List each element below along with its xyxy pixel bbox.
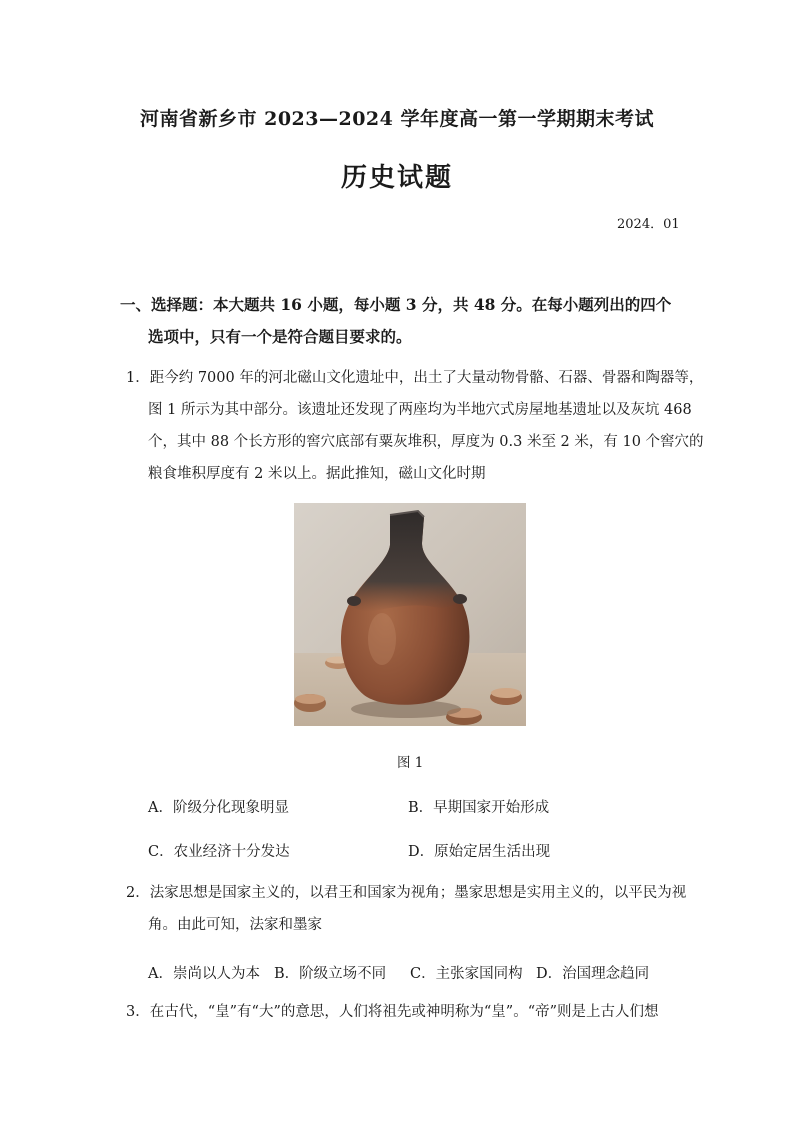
question-1-option-b: B．早期国家开始形成 — [408, 800, 550, 816]
question-2-option-c: C．主张家国同构 — [410, 966, 523, 982]
question-1-line: 粮食堆积厚度有 2 米以上。据此推知，磁山文化时期 — [148, 466, 486, 482]
figure-1-caption: 图 1 — [397, 755, 424, 771]
question-1-line: 图 1 所示为其中部分。该遗址还发现了两座均为半地穴式房屋地基遗址以及灰坑 468 — [148, 402, 692, 418]
question-2-line: 角。由此可知，法家和墨家 — [148, 917, 322, 933]
question-1-line: 1．距今约 7000 年的河北磁山文化遗址中，出土了大量动物骨骼、石器、骨器和陶器等， — [126, 370, 704, 386]
question-2-option-b: B．阶级立场不同 — [274, 966, 387, 982]
question-1-option-a: A．阶级分化现象明显 — [148, 800, 289, 816]
question-1-option-c: C．农业经济十分发达 — [148, 844, 290, 860]
question-3-line: 3．在古代，“皇”有“大”的意思，人们将祖先或神明称为“皇”。“帝”则是上古人们想 — [126, 1004, 659, 1020]
question-2-option-a: A．崇尚以人为本 — [148, 966, 260, 982]
exam-date: 2024．01 — [617, 217, 680, 232]
exam-title: 河南省新乡市 2023—2024 学年度高一第一学期期末考试 — [140, 108, 654, 130]
question-1-line: 个，其中 88 个长方形的窖穴底部有粟灰堆积，厚度为 0.3 米至 2 米，有 10 个窖穴的 — [148, 434, 704, 450]
section-heading-line1: 一、选择题：本大题共 16 小题，每小题 3 分，共 48 分。在每小题列出的四个 — [120, 295, 672, 314]
pottery-vase-image — [294, 503, 526, 726]
question-2-line: 2．法家思想是国家主义的，以君王和国家为视角；墨家思想是实用主义的，以平民为视 — [126, 885, 687, 901]
subject-title: 历史试题 — [340, 163, 453, 193]
question-1-option-d: D．原始定居生活出现 — [408, 844, 551, 860]
section-heading-line2: 选项中，只有一个是符合题目要求的。 — [148, 327, 412, 346]
question-2-option-d: D．治国理念趋同 — [536, 966, 650, 982]
